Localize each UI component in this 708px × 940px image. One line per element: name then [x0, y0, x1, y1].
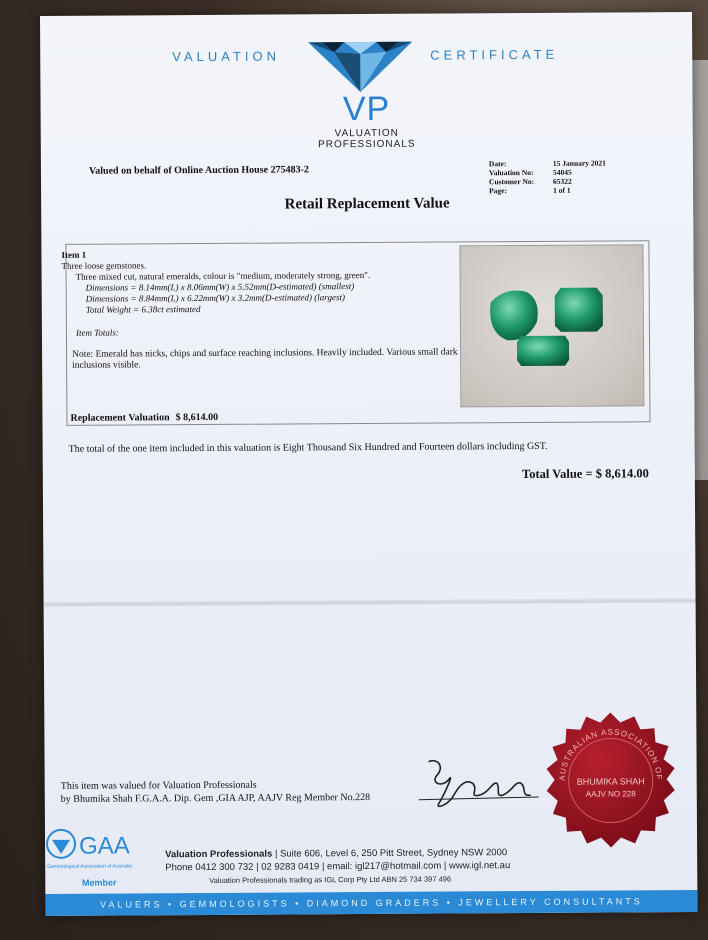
- gaa-diamond-icon: [52, 840, 70, 854]
- diamond-logo-icon: [308, 36, 412, 93]
- document-title: Retail Replacement Value: [284, 195, 450, 213]
- item-line2: Three mixed cut, natural emeralds, colour is "medium, moderately strong, green".: [75, 269, 371, 282]
- meta-value: 1 of 1: [553, 185, 571, 195]
- contact-company: Valuation Professionals: [165, 848, 273, 861]
- logo-sub-line2: PROFESSIONALS: [318, 138, 416, 151]
- emerald-pear: [490, 290, 538, 340]
- logo-subtitle: [41, 126, 693, 152]
- contact-block: [165, 846, 510, 887]
- item-description: [61, 247, 461, 315]
- replacement-valuation: [70, 412, 218, 424]
- signature: [409, 753, 549, 814]
- contact-trading: Valuation Professionals trading as IGL Corp Pty Ltd ABN 25 734 397 496: [209, 874, 452, 885]
- total-sentence: The total of the one item included in this valuation is Eight Thousand Six Hundred and Fourteen dollars including GST.: [68, 440, 548, 455]
- meta-value: 54045: [552, 167, 572, 177]
- meta-value: 65322: [552, 176, 572, 186]
- gaa-letters: GAA: [78, 832, 130, 860]
- item-note: Note: Emerald has nicks, chips and surface reaching inclusions. Heavily included. Various small dark inclusions visible.: [72, 347, 458, 371]
- item-dimensions-smallest: Dimensions = 8.14mm(L) x 8.06mm(W) x 5.52mm(D-estimated) (smallest): [85, 281, 355, 293]
- item-total-weight: Total Weight = 6.38ct estimated: [85, 304, 201, 315]
- red-wax-seal: [542, 712, 679, 849]
- seal-name: BHUMIKA SHAH: [576, 776, 645, 787]
- header-certificate: CERTIFICATE: [430, 46, 559, 63]
- logo-sub-line1: VALUATION: [334, 127, 399, 140]
- item-heading: Item 1: [61, 249, 87, 260]
- emerald-rectangle: [517, 336, 569, 366]
- emerald-octagon: [555, 288, 603, 332]
- footer-banner: VALUERS • GEMMOLOGISTS • DIAMOND GRADERS • JEWELLERY CONSULTANTS: [45, 890, 697, 916]
- meta-label: Date:: [488, 159, 507, 169]
- valuation-meta: [489, 158, 613, 195]
- replacement-value: $ 8,614.00: [175, 411, 219, 424]
- valued-on-behalf: Valued on behalf of Online Auction House 275483-2: [88, 164, 309, 177]
- valued-by: [61, 778, 370, 806]
- header-valuation: VALUATION: [172, 48, 281, 65]
- paper-fold: [44, 598, 696, 608]
- logo-vp-letters: VP: [342, 89, 391, 129]
- total-value: Total Value = $ 8,614.00: [521, 466, 649, 482]
- contact-address: | Suite 606, Level 6, 250 Pitt Street, Sydney NSW 2000: [272, 847, 508, 860]
- valued-by-line1: This item was valued for Valuation Professionals: [60, 779, 257, 792]
- seal-ring-text: AUSTRALIAN ASSOCIATION OF: [557, 727, 664, 781]
- item-dimensions-largest: Dimensions = 8.84mm(L) x 6.22mm(W) x 3.2mm(D-estimated) (largest): [85, 292, 345, 304]
- item-line1: Three loose gemstones.: [61, 260, 147, 271]
- contact-phone-line: Phone 0412 300 732 | 02 9283 0419 | email: igl217@hotmail.com | www.igl.net.au: [165, 860, 511, 874]
- meta-label: Valuation No:: [488, 167, 534, 178]
- certificate-paper: [40, 12, 697, 916]
- valued-by-line2: by Bhumika Shah F.G.A.A. Dip. Gem ,GIA AJP, AAJV Reg Member No.228: [60, 791, 371, 805]
- gaa-member: Member: [82, 877, 117, 888]
- emerald-photo: [459, 244, 644, 407]
- gaa-member-logo: [41, 823, 161, 894]
- item-totals-label: Item Totals:: [75, 327, 119, 338]
- meta-value: 15 January 2021: [552, 158, 606, 168]
- meta-label: Page:: [489, 186, 508, 196]
- gaa-full-name: Gemmological Association of Australia: [47, 863, 132, 870]
- meta-label: Customer No:: [488, 176, 535, 187]
- seal-reg: AAJV NO 228: [585, 789, 636, 799]
- replacement-label: Replacement Valuation: [70, 412, 170, 424]
